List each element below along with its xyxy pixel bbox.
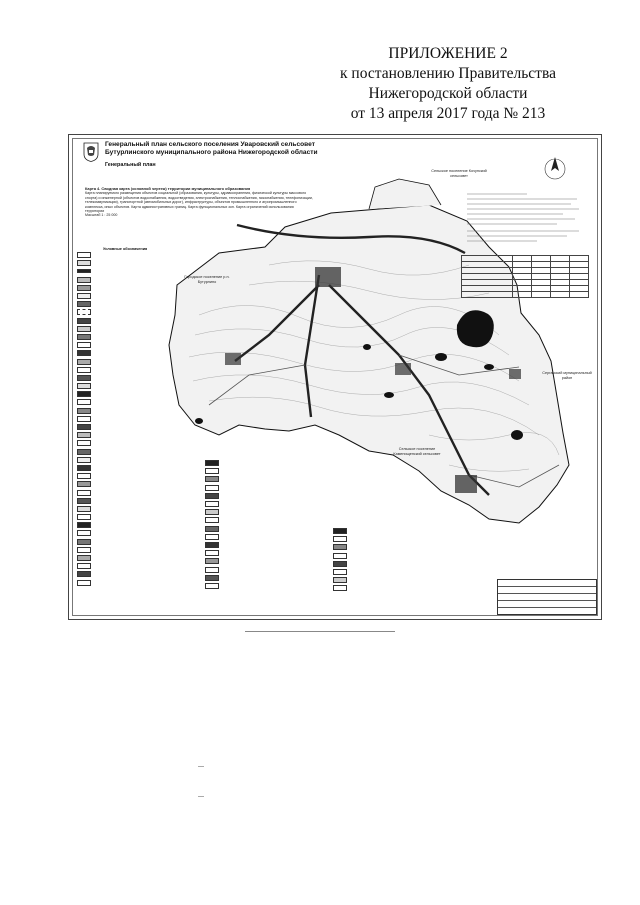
legend-row: [333, 584, 453, 592]
legend-row: [333, 552, 453, 560]
legend-row: [77, 308, 197, 316]
label-neighbor-north: Сельское поселение Кочунский сельсовет: [431, 169, 487, 178]
legend-row: [205, 574, 315, 582]
legend-row: [77, 505, 197, 513]
scan-mark: [198, 796, 204, 797]
legend-row: [77, 464, 197, 472]
legend-row: [333, 560, 453, 568]
legend-row: [77, 325, 197, 333]
legend-row: [77, 529, 197, 537]
document-header: [318, 44, 578, 124]
table-row: [462, 292, 589, 298]
legend-row: [77, 488, 197, 496]
stamp-row: [498, 608, 596, 614]
map-title: Карта 4. Сводная карта (основной чертеж) территории муниципального образования: [85, 186, 251, 191]
legend-row: [77, 472, 197, 480]
separator-line: [245, 631, 395, 632]
appendix-title: ПРИЛОЖЕНИЕ 2: [388, 45, 508, 62]
legend-row: [205, 565, 315, 573]
stamp-row: [498, 580, 596, 587]
legend-row: [205, 484, 315, 492]
title-stamp: [497, 579, 597, 615]
appendix-subtitle-1: к постановлению Правительства: [340, 65, 556, 82]
legend-row: [333, 535, 453, 543]
legend-row: [77, 521, 197, 529]
legend-row: [77, 570, 197, 578]
legend-row: [77, 579, 197, 587]
legend-row: [333, 527, 453, 535]
notes-block: [467, 191, 583, 248]
stamp-row: [498, 601, 596, 608]
legend-row: [205, 557, 315, 565]
legend-row: [77, 423, 197, 431]
north-arrow-icon: [545, 157, 565, 179]
legend-row: [205, 582, 315, 590]
map-scale: Масштаб 1 : 25 000: [85, 213, 118, 218]
sheet-title-1: Генеральный план сельского поселения Уваровский сельсовет: [105, 141, 315, 148]
legend-row: [77, 439, 197, 447]
stamp-row: [498, 587, 596, 594]
legend-row: [205, 516, 315, 524]
stamp-row: [498, 594, 596, 601]
legend-row: [77, 292, 197, 300]
legend-row: [205, 459, 315, 467]
legend-row: [77, 407, 197, 415]
label-neighbor-south: Сельское поселение Каменищенский сельсовет: [393, 447, 441, 456]
legend-row: [205, 541, 315, 549]
label-neighbor-east: Сергачский муниципальный район: [542, 371, 592, 380]
legend-row: [77, 456, 197, 464]
legend-row: [77, 267, 197, 275]
legend: [77, 247, 197, 587]
legend-row: [77, 259, 197, 267]
legend-row: [77, 300, 197, 308]
legend-row: [77, 398, 197, 406]
legend-row: [77, 538, 197, 546]
legend-column-2: [205, 459, 315, 590]
legend-row: [77, 349, 197, 357]
statistics-table: [461, 255, 589, 298]
legend-row: [205, 525, 315, 533]
label-neighbor-west: Городское поселение р.п. Бутурлино: [184, 275, 230, 284]
legend-row: [77, 251, 197, 259]
legend-row: [77, 374, 197, 382]
legend-row: [205, 492, 315, 500]
legend-row: [77, 554, 197, 562]
legend-row: [205, 533, 315, 541]
legend-row: [77, 333, 197, 341]
legend-row: [77, 390, 197, 398]
legend-row: [77, 415, 197, 423]
legend-row: [205, 549, 315, 557]
legend-title: Условные обозначения: [103, 247, 148, 251]
legend-row: [333, 543, 453, 551]
appendix-subtitle-2: Нижегородской области: [368, 85, 528, 102]
legend-row: [77, 357, 197, 365]
legend-row: [77, 431, 197, 439]
legend-row: [205, 508, 315, 516]
legend-row: [77, 382, 197, 390]
legend-row: [205, 500, 315, 508]
legend-row: [77, 480, 197, 488]
legend-row: [77, 562, 197, 570]
legend-row: [205, 475, 315, 483]
legend-row: [77, 513, 197, 521]
notes-lines: [467, 191, 583, 247]
legend-row: [77, 341, 197, 349]
legend-row: [77, 366, 197, 374]
legend-row: [205, 467, 315, 475]
legend-row: [77, 284, 197, 292]
legend-column-3: [333, 527, 453, 593]
legend-row: [77, 497, 197, 505]
plan-label: Генеральный план: [105, 162, 156, 168]
appendix-date: от 13 апреля 2017 года № 213: [350, 105, 546, 122]
legend-row: [333, 576, 453, 584]
sheet-title-2: Бутурлинского муниципального района Нижегородской области: [105, 149, 318, 156]
legend-row: [77, 448, 197, 456]
map-description: Карта планируемого размещения объектов социальной (образования, культуры, здравоохранения, физической культуры массового спорта) и инженерной (объектов водоснабжения, водоотведения, электроснабжения, теплоснабжения, газоснабжения, телефонизации, телекоммуникации), транспортной (автомобильных дорог), инфраструктуры, объектов промышленного и агропромышленного комплекса, иных объектов. Карта административных границ. Карта функциональных зон. Карта ограничений использования территории: [85, 191, 313, 214]
map-sheet: [68, 134, 602, 620]
legend-row: [77, 276, 197, 284]
legend-row: [77, 546, 197, 554]
scan-mark: [198, 766, 204, 767]
legend-row: [333, 568, 453, 576]
legend-row: [77, 317, 197, 325]
